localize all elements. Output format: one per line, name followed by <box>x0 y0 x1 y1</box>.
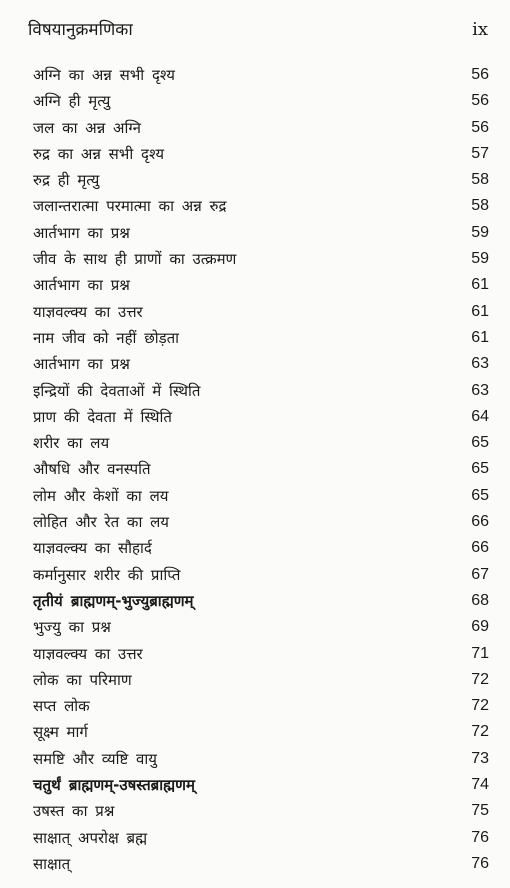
toc-entry <box>33 406 489 432</box>
toc-entry <box>33 117 489 143</box>
toc-entry-title: आर्तभाग का प्रश्न <box>33 223 130 242</box>
toc-entry <box>33 432 489 458</box>
toc-entry-title: अग्नि ही मृत्यु <box>33 92 111 111</box>
toc-entry-title: औषधि और वनस्पति <box>33 460 151 479</box>
toc-entry <box>33 827 489 853</box>
toc-entry-page: 61 <box>471 276 489 294</box>
toc-entry <box>33 695 489 721</box>
toc-entry-title: नाम जीव को नहीं छोड़ता <box>33 328 180 347</box>
toc-section-heading <box>33 590 489 616</box>
toc-entry-page: 63 <box>471 355 489 373</box>
toc-entry-page: 72 <box>471 670 489 688</box>
toc-entry-page: 65 <box>471 486 489 504</box>
toc-entry-title: लोक का परिमाण <box>33 670 132 689</box>
toc-entry <box>33 143 489 169</box>
toc-entry-page: 76 <box>471 854 489 872</box>
toc-section-heading <box>33 774 489 800</box>
toc-entry <box>33 301 489 327</box>
toc-entry-page: 75 <box>471 802 489 820</box>
toc-entry-title: चतुर्थं ब्राह्मणम्-उषस्तब्राह्मणम् <box>33 776 195 795</box>
toc-entry-title: याज्ञवल्क्य का सौहार्द <box>33 539 152 558</box>
toc-entry-title: समष्टि और व्यष्टि वायु <box>33 749 157 768</box>
toc-entry <box>33 458 489 484</box>
toc-entry-title: इन्द्रियों की देवताओं में स्थिति <box>33 381 201 400</box>
toc-entry <box>33 90 489 116</box>
toc-entry-title: लोहित और रेत का लय <box>33 513 169 532</box>
toc-entry <box>33 274 489 300</box>
toc-entry-page: 57 <box>471 144 489 162</box>
toc-entry-title: आर्तभाग का प्रश्न <box>33 355 130 374</box>
toc-entry-page: 66 <box>471 513 489 531</box>
toc-entry-title: साक्षात् अपरोक्ष ब्रह्म <box>33 828 148 847</box>
toc-entry-title: भुज्यु का प्रश्न <box>33 618 111 637</box>
toc-entry-page: 65 <box>471 434 489 452</box>
toc-entry-page: 68 <box>471 591 489 609</box>
toc-entry-page: 61 <box>471 328 489 346</box>
toc-entry-page: 56 <box>471 66 489 83</box>
toc-entry <box>33 327 489 353</box>
toc-entry <box>33 616 489 642</box>
toc-entry-title: कर्मानुसार शरीर की प्राप्ति <box>33 565 181 584</box>
toc-entry-title: उषस्त का प्रश्न <box>33 802 115 821</box>
table-of-contents <box>33 64 489 879</box>
toc-entry <box>33 853 489 879</box>
toc-entry-page: 71 <box>471 644 489 662</box>
toc-entry <box>33 195 489 221</box>
toc-entry-page: 61 <box>471 302 489 320</box>
toc-entry-title: तृतीयं ब्राह्मणम्-भुज्युब्राह्मणम् <box>33 591 194 610</box>
toc-entry <box>33 222 489 248</box>
toc-entry <box>33 485 489 511</box>
toc-entry <box>33 353 489 379</box>
toc-entry <box>33 748 489 774</box>
toc-entry <box>33 643 489 669</box>
toc-entry-title: याज्ञवल्क्य का उत्तर <box>33 302 143 321</box>
toc-entry <box>33 537 489 563</box>
toc-entry <box>33 800 489 826</box>
running-head <box>28 18 488 44</box>
toc-entry <box>33 380 489 406</box>
toc-entry <box>33 64 489 90</box>
toc-entry-page: 58 <box>471 171 489 189</box>
toc-entry <box>33 169 489 195</box>
toc-entry-page: 67 <box>471 565 489 583</box>
running-title: विषयानुक्रमणिका <box>28 20 133 40</box>
toc-entry-page: 66 <box>471 539 489 557</box>
toc-entry-page: 59 <box>471 250 489 268</box>
toc-entry-title: साक्षात् <box>33 854 71 873</box>
toc-entry-title: जल का अन्न अग्नि <box>33 118 141 137</box>
toc-entry-page: 64 <box>471 407 489 425</box>
toc-entry-page: 65 <box>471 460 489 478</box>
toc-entry-title: जीव के साथ ही प्राणों का उत्क्रमण <box>33 250 237 269</box>
toc-entry-page: 63 <box>471 381 489 399</box>
toc-entry <box>33 669 489 695</box>
toc-entry-page: 72 <box>471 723 489 741</box>
toc-entry-title: याज्ञवल्क्य का उत्तर <box>33 644 143 663</box>
toc-entry-page: 56 <box>471 92 489 110</box>
page-number: ix <box>472 19 488 40</box>
toc-entry-title: रुद्र का अन्न सभी दृश्य <box>33 144 165 163</box>
toc-entry <box>33 248 489 274</box>
toc-entry-page: 59 <box>471 223 489 241</box>
toc-entry-page: 74 <box>471 776 489 794</box>
toc-entry-title: रुद्र ही मृत्यु <box>33 171 100 190</box>
toc-entry <box>33 721 489 747</box>
toc-entry-page: 73 <box>471 749 489 767</box>
toc-entry-title: लोम और केशों का लय <box>33 486 169 505</box>
toc-entry-title: शरीर का लय <box>33 434 110 453</box>
toc-entry-title: सप्त लोक <box>33 697 90 716</box>
toc-entry-page: 76 <box>471 828 489 846</box>
toc-entry-title: प्राण की देवता में स्थिति <box>33 407 172 426</box>
toc-entry-title: आर्तभाग का प्रश्न <box>33 276 130 295</box>
toc-entry <box>33 511 489 537</box>
toc-entry-page: 56 <box>471 118 489 136</box>
toc-entry-title: सूक्ष्म मार्ग <box>33 723 88 742</box>
toc-entry-title: जलान्तरात्मा परमात्मा का अन्न रुद्र <box>33 197 227 216</box>
toc-entry-page: 72 <box>471 697 489 715</box>
toc-entry-page: 58 <box>471 197 489 215</box>
toc-entry-page: 69 <box>471 618 489 636</box>
toc-entry <box>33 564 489 590</box>
toc-entry-title: अग्नि का अन्न सभी दृश्य <box>33 66 175 84</box>
